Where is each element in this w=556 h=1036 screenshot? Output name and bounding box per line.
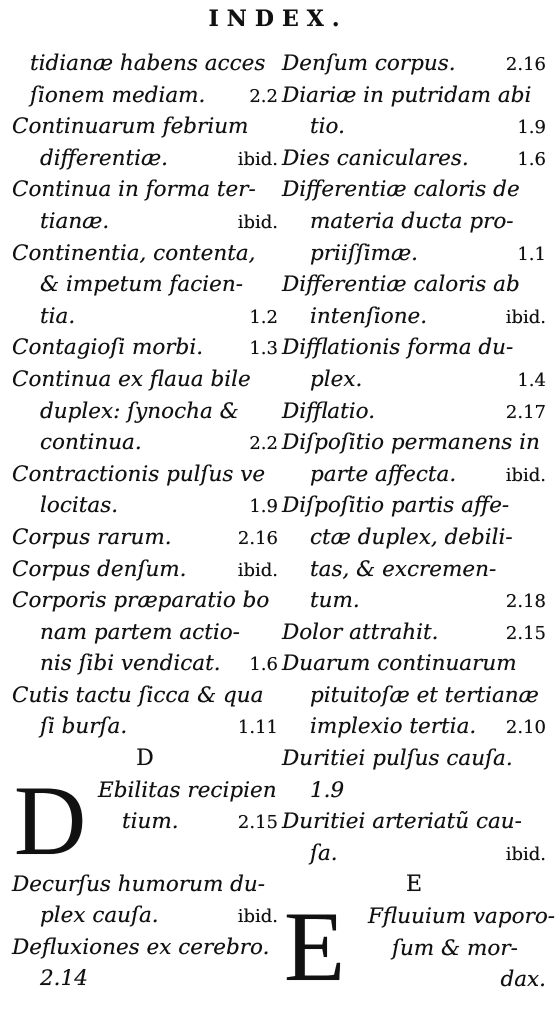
entry-reference: 2.16	[237, 527, 278, 549]
entry-text: 2.14	[40, 966, 88, 992]
entry-text: intenſione.	[310, 303, 428, 329]
entry-text: tidianæ habens acces	[30, 51, 266, 76]
index-entry-line	[12, 963, 278, 995]
entry-text: Corporis præparatio bo	[12, 588, 270, 614]
entry-text: differentiæ.	[40, 145, 169, 171]
entry-text: tianæ.	[40, 208, 110, 234]
dropcap-d: D	[14, 764, 87, 876]
index-entry-line	[12, 396, 278, 428]
entry-text: ſi burſa.	[40, 714, 128, 740]
entry-reference: 1.9	[249, 496, 278, 518]
index-entry-line	[12, 585, 278, 617]
entry-reference: 2.17	[505, 401, 546, 423]
entry-text: Denſum corpus.	[282, 51, 456, 76]
entry-text: parte affecta.	[310, 461, 457, 487]
entry-reference: 2.18	[505, 591, 546, 613]
entry-text: plex cauſa.	[40, 903, 159, 929]
entry-text: Contractionis pulſus ve	[12, 461, 266, 487]
index-entry-line	[282, 111, 546, 143]
entry-reference: 1.1	[517, 243, 546, 265]
entry-text: Continuarum febrium	[12, 114, 249, 140]
index-entry-line	[12, 111, 278, 143]
entry-text: Dolor attrahit.	[282, 619, 439, 645]
index-entry-line	[282, 238, 546, 270]
index-entry-line	[282, 269, 546, 301]
index-entry-line	[12, 174, 278, 206]
entry-text: Duritiei arteriatũ cau-	[282, 809, 522, 835]
entry-reference: ibid.	[237, 906, 278, 928]
entry-text: locitas.	[40, 493, 119, 519]
entry-text: Differentiæ caloris ab	[282, 272, 520, 298]
index-entry-line	[282, 332, 546, 364]
index-entry-line	[282, 648, 546, 680]
entry-text: Continentia, contenta,	[12, 240, 256, 266]
entry-text: implexio tertia.	[310, 714, 477, 740]
index-entry-line	[282, 775, 546, 807]
dropcap-e: E	[284, 891, 346, 1003]
index-entry-line	[282, 396, 546, 428]
entry-text: Continua ex flaua bile	[12, 366, 251, 392]
entry-reference: 1.6	[249, 654, 278, 676]
entry-text: Contagioſi morbi.	[12, 335, 204, 361]
index-entry-line	[12, 364, 278, 396]
entry-reference: ibid.	[237, 559, 278, 581]
entry-text: tia.	[40, 303, 76, 329]
index-entry-line	[282, 680, 546, 712]
index-entry-line	[12, 490, 278, 522]
entry-reference: 2.16	[505, 54, 546, 75]
index-entry-line	[282, 490, 546, 522]
index-entry-line	[12, 332, 278, 364]
dropcap-line: tium. 2.15	[122, 809, 278, 835]
entry-text: pituitoſæ et tertianæ	[310, 682, 539, 708]
index-entry-line	[12, 554, 278, 586]
entry-reference: 1.11	[237, 717, 278, 739]
index-entry-line	[282, 174, 546, 206]
entry-text: Corpus rarum.	[12, 524, 172, 550]
left-entries-bottom	[12, 869, 278, 995]
index-entry-line	[282, 364, 546, 396]
entry-text: Differentiæ caloris de	[282, 177, 520, 203]
index-entry-line	[282, 743, 546, 775]
entry-text: continua.	[40, 430, 142, 456]
entry-text: Corpus denſum.	[12, 556, 187, 582]
entry-text: tum.	[310, 588, 360, 614]
dropcap-block-d	[12, 764, 278, 876]
entry-reference: ibid.	[237, 148, 278, 170]
index-entry-line	[12, 522, 278, 554]
entry-text: 1.9	[310, 777, 345, 803]
dropcap-line: ſum & mor-	[392, 935, 518, 961]
entry-reference: 2.2	[249, 85, 278, 107]
index-entry-line	[12, 617, 278, 649]
section-letter-e: E	[405, 872, 423, 898]
index-entry-line	[12, 932, 278, 964]
index-entry-line	[12, 206, 278, 238]
index-entry-line	[282, 459, 546, 491]
entry-text: ſa.	[310, 840, 338, 866]
left-entries-top	[12, 48, 278, 743]
running-head: INDEX.	[208, 6, 348, 32]
entry-reference: 2.10	[505, 717, 546, 739]
entry-text: nis ſibi vendicat.	[40, 651, 221, 677]
entry-reference: ibid.	[505, 843, 546, 865]
index-entry-line	[282, 806, 546, 838]
index-entry-line	[282, 554, 546, 586]
index-entry-line	[282, 206, 546, 238]
right-column	[282, 48, 556, 1003]
index-entry-line	[282, 301, 546, 333]
index-entry-line	[12, 900, 278, 932]
entry-text: Duarum continuarum	[282, 651, 517, 677]
entry-text: plex.	[310, 366, 363, 392]
index-entry-line	[282, 427, 546, 459]
entry-text: Difflationis forma du-	[282, 335, 514, 361]
entry-reference: ibid.	[505, 464, 546, 486]
entry-text: tas, & excremen-	[310, 556, 497, 582]
entry-text: Continua in forma ter-	[12, 177, 256, 203]
index-entry-line	[282, 522, 546, 554]
index-entry-line	[12, 680, 278, 712]
entry-text: Duritiei pulſus cauſa.	[282, 746, 513, 772]
entry-text: Defluxiones ex cerebro.	[12, 934, 270, 960]
index-entry-line	[12, 143, 278, 175]
index-entry-line	[282, 143, 546, 175]
index-entry-line	[282, 585, 546, 617]
entry-reference: ibid.	[505, 306, 546, 328]
section-letter-d: D	[136, 746, 154, 772]
entry-text: priiſſimæ.	[310, 240, 419, 266]
entry-reference: 2.2	[249, 433, 278, 455]
left-column	[12, 48, 278, 995]
entry-text: Dies caniculares.	[282, 145, 469, 171]
entry-text: Decurſus humorum du-	[12, 871, 266, 897]
entry-text: Cutis tactu ſicca & qua	[12, 682, 264, 708]
entry-text: Diſpoſitio permanens in	[282, 430, 540, 456]
entry-reference: ibid.	[237, 211, 278, 233]
index-entry-line	[12, 80, 278, 112]
index-entry-line	[12, 269, 278, 301]
entry-text: Diſpoſitio partis affe-	[282, 493, 510, 519]
entry-reference: 1.2	[249, 306, 278, 328]
entry-text: duplex: ſynocha &	[40, 398, 239, 424]
index-entry-line	[12, 427, 278, 459]
dropcap-block-e	[282, 891, 556, 1003]
entry-reference: 2.15	[505, 622, 546, 644]
entry-text: & impetum facien-	[40, 272, 243, 298]
entry-text: Diariæ in putridam abi	[282, 82, 532, 108]
entry-reference: 1.6	[517, 148, 546, 170]
index-entry-line	[12, 301, 278, 333]
entry-text: ſionem mediam.	[30, 82, 206, 108]
entry-reference: 1.3	[249, 338, 278, 360]
dropcap-line: dax.	[500, 967, 546, 993]
index-entry-line	[282, 48, 546, 80]
index-entry-line	[12, 238, 278, 270]
index-entry-line	[12, 648, 278, 680]
entry-text: materia ducta pro-	[310, 208, 514, 234]
entry-text: tio.	[310, 114, 345, 140]
dropcap-line: Ffluuium vaporo-	[368, 904, 556, 930]
index-entry-line	[12, 711, 278, 743]
index-entry-line	[282, 80, 546, 112]
entry-text: Difflatio.	[282, 398, 376, 424]
index-entry-line	[282, 617, 546, 649]
entry-text: ctæ duplex, debili-	[310, 524, 513, 550]
right-entries-top	[282, 48, 546, 869]
index-entry-line	[282, 838, 546, 870]
dropcap-line: Ebilitas recipien	[98, 777, 277, 803]
index-entry-line	[282, 711, 546, 743]
index-entry-line	[12, 459, 278, 491]
index-entry-line	[12, 48, 278, 80]
entry-reference: 1.4	[517, 369, 546, 391]
entry-text: nam partem actio-	[40, 619, 240, 645]
entry-reference: 1.9	[517, 117, 546, 139]
